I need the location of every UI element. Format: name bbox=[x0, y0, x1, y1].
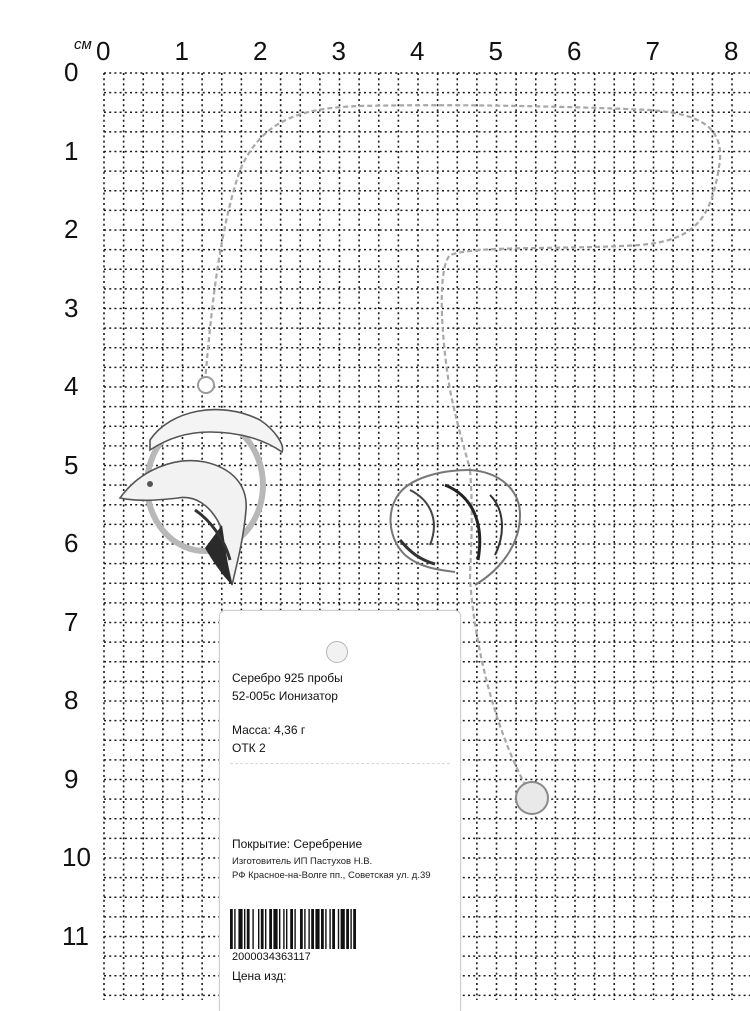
barcode-bar bbox=[329, 909, 330, 949]
x-axis-label: 5 bbox=[488, 36, 503, 66]
tag-address: РФ Красное-на-Волге пп., Советская ул. д.39 bbox=[232, 870, 431, 881]
y-axis-label: 10 bbox=[62, 842, 91, 872]
barcode-bar bbox=[244, 909, 245, 949]
y-axis-label: 5 bbox=[64, 449, 79, 480]
dolphin-pendant bbox=[120, 377, 283, 585]
barcode-bar bbox=[230, 909, 233, 949]
clasp-bead bbox=[516, 782, 548, 814]
barcode-bar bbox=[300, 909, 303, 949]
x-axis-label: 3 bbox=[331, 36, 346, 66]
barcode-bar bbox=[338, 909, 339, 949]
x-axis-label: 6 bbox=[567, 36, 582, 66]
barcode-number: 2000034363117 bbox=[232, 951, 311, 963]
y-axis-label: 8 bbox=[64, 685, 79, 715]
barcode-bar bbox=[283, 909, 284, 949]
barcode-bar bbox=[308, 909, 309, 949]
x-axis-label: 0 bbox=[96, 36, 111, 66]
barcode-bar bbox=[311, 909, 314, 949]
x-axis-label: 8 bbox=[724, 36, 739, 66]
bail-ring bbox=[198, 377, 214, 393]
x-axis-label: 7 bbox=[645, 36, 660, 66]
barcode-bar bbox=[332, 909, 335, 949]
tag-article: 52-005с Ионизатор bbox=[232, 689, 338, 703]
y-axis-label: 1 bbox=[64, 135, 79, 166]
unit-label: см bbox=[74, 36, 92, 53]
tag-otk: ОТК 2 bbox=[232, 741, 266, 755]
y-axis-label: 7 bbox=[64, 606, 79, 637]
x-axis-label: 1 bbox=[174, 36, 189, 66]
barcode-bar bbox=[341, 909, 345, 949]
barcode-bar bbox=[353, 909, 356, 949]
y-axis-label: 6 bbox=[64, 528, 79, 558]
y-axis-label: 2 bbox=[64, 214, 79, 244]
barcode-bar bbox=[294, 909, 295, 949]
barcode-bar bbox=[321, 909, 324, 949]
barcode-bar bbox=[252, 909, 253, 949]
tag-metal: Серебро 925 пробы bbox=[232, 671, 343, 685]
tag-separator bbox=[230, 763, 450, 764]
barcode-bar bbox=[261, 909, 264, 949]
y-axis-label: 4 bbox=[64, 371, 79, 401]
barcode-bar bbox=[290, 909, 293, 949]
barcode-bar bbox=[279, 909, 280, 949]
barcode-bar bbox=[258, 909, 259, 949]
heart-wave-pendant bbox=[391, 470, 520, 585]
tag-maker: Изготовитель ИП Пастухов Н.В. bbox=[232, 856, 373, 867]
barcode-bar bbox=[286, 909, 287, 949]
barcode-bar bbox=[265, 909, 266, 949]
x-axis-label: 4 bbox=[410, 36, 425, 66]
y-axis-label: 9 bbox=[64, 763, 79, 794]
y-axis-label: 3 bbox=[64, 292, 79, 323]
tag-price: Цена изд: bbox=[232, 969, 287, 983]
y-axis-label: 0 bbox=[64, 57, 79, 87]
x-axis-label: 2 bbox=[253, 36, 268, 66]
barcode-bar bbox=[346, 909, 349, 949]
barcode-bar bbox=[238, 909, 242, 949]
y-axis-label: 11 bbox=[62, 920, 89, 951]
barcode-bar bbox=[273, 909, 277, 949]
barcode-bar bbox=[304, 909, 305, 949]
tag-hole bbox=[326, 641, 348, 663]
barcode bbox=[230, 909, 410, 949]
barcode-bar bbox=[325, 909, 326, 949]
barcode-bar bbox=[269, 909, 272, 949]
barcode-bar bbox=[350, 909, 351, 949]
barcode-bar bbox=[234, 909, 235, 949]
barcode-bar bbox=[315, 909, 319, 949]
tag-coating: Покрытие: Серебрение bbox=[232, 837, 363, 851]
barcode-bar bbox=[247, 909, 250, 949]
tag-mass: Масса: 4,36 г bbox=[232, 723, 306, 737]
price-tag bbox=[219, 610, 461, 1011]
